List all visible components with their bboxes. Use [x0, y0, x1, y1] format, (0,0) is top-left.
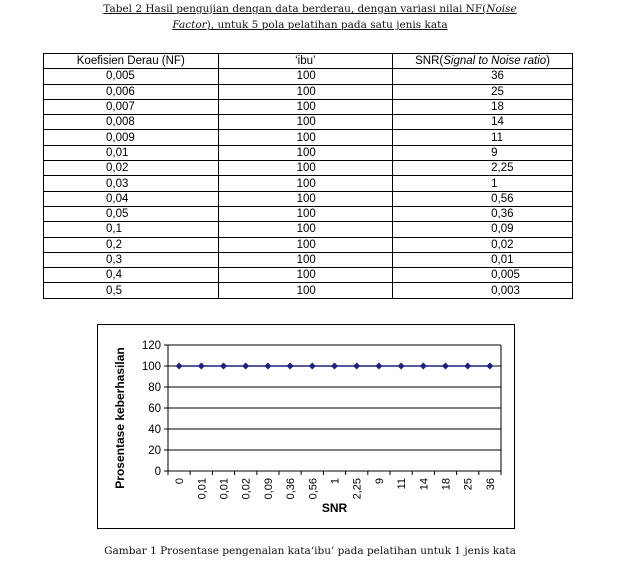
table-row [44, 222, 573, 237]
y-tick-label: 120 [141, 340, 161, 352]
table-caption-italic-1: Noise [486, 3, 517, 15]
table-caption-line-2 [40, 17, 580, 33]
table-row [44, 268, 573, 283]
table-row [44, 84, 573, 99]
header-snr-prefix: SNR( [415, 55, 444, 68]
cell-ibu: 100 [218, 130, 393, 145]
header-ibu [218, 54, 393, 69]
table-body [44, 69, 573, 298]
y-tick-label: 0 [154, 466, 161, 478]
cell-noise-coefficient: 0,05 [44, 206, 219, 221]
header-noise-coefficient-label: Koefisien Derau (NF) [76, 55, 185, 68]
data-point [486, 363, 493, 370]
x-tick-label: 0,56 [307, 478, 320, 500]
table-row [44, 145, 573, 160]
table-caption [40, 1, 580, 33]
y-tick-label: 100 [141, 361, 161, 373]
table-row [44, 252, 573, 267]
cell-noise-coefficient: 0,005 [44, 69, 219, 84]
data-point [420, 363, 427, 370]
header-snr [393, 54, 573, 69]
cell-noise-coefficient: 0,04 [44, 191, 219, 206]
table-header-row [44, 54, 573, 69]
table-row [44, 191, 573, 206]
cell-noise-coefficient: 0,01 [44, 145, 219, 160]
cell-snr: 14 [393, 115, 573, 130]
x-tick-label: 9 [373, 478, 386, 485]
cell-snr: 36 [393, 69, 573, 84]
cell-snr: 0,003 [393, 283, 573, 298]
data-point [331, 363, 338, 370]
cell-ibu: 100 [218, 99, 393, 114]
cell-ibu: 100 [218, 69, 393, 84]
data-point [464, 363, 471, 370]
cell-snr: 0,02 [393, 237, 573, 252]
data-point [220, 363, 227, 370]
cell-snr: 11 [393, 130, 573, 145]
y-tick-label: 60 [148, 403, 161, 415]
cell-snr: 0,005 [393, 268, 573, 283]
table-caption-italic-2: Factor [172, 19, 207, 31]
header-noise-coefficient [44, 54, 219, 69]
cell-snr: 0,01 [393, 252, 573, 267]
y-tick-label: 80 [148, 382, 161, 394]
x-tick-label: 11 [396, 478, 409, 490]
cell-snr: 0,36 [393, 206, 573, 221]
data-point [309, 363, 316, 370]
cell-noise-coefficient: 0,007 [44, 99, 219, 114]
figure-caption: Gambar 1 Prosentase pengenalan kata‘ibu’ pada pelatihan untuk 1 jenis kata [104, 545, 516, 557]
data-point [398, 363, 405, 370]
header-snr-italic: Signal to Noise ratio [443, 55, 547, 68]
y-tick-label: 40 [148, 424, 161, 436]
x-tick-label: 36 [484, 478, 497, 491]
x-tick-label: 0,01 [218, 478, 231, 500]
chart-frame [97, 324, 515, 529]
cell-ibu: 100 [218, 115, 393, 130]
cell-noise-coefficient: 0,1 [44, 222, 219, 237]
x-tick-label: 18 [440, 478, 453, 491]
table-row [44, 115, 573, 130]
data-point [375, 363, 382, 370]
x-tick-label: 14 [418, 478, 431, 491]
x-tick-label: 0,36 [285, 478, 298, 500]
x-tick-label: 2,25 [351, 478, 364, 500]
cell-noise-coefficient: 0,006 [44, 84, 219, 99]
data-point [442, 363, 449, 370]
table-row [44, 69, 573, 84]
table-row [44, 99, 573, 114]
header-snr-suffix: ) [546, 55, 550, 68]
header-ibu-label: ‘ibu’ [295, 55, 316, 68]
cell-snr: 9 [393, 145, 573, 160]
cell-ibu: 100 [218, 283, 393, 298]
data-point [198, 363, 205, 370]
cell-snr: 0,56 [393, 191, 573, 206]
data-point [242, 363, 249, 370]
cell-noise-coefficient: 0,2 [44, 237, 219, 252]
cell-snr: 1 [393, 176, 573, 191]
cell-noise-coefficient: 0,3 [44, 252, 219, 267]
cell-noise-coefficient: 0,009 [44, 130, 219, 145]
cell-ibu: 100 [218, 252, 393, 267]
cell-ibu: 100 [218, 161, 393, 176]
cell-ibu: 100 [218, 191, 393, 206]
y-axis-title: Prosentase keberhasilan [113, 347, 127, 489]
cell-snr: 2,25 [393, 161, 573, 176]
cell-snr: 25 [393, 84, 573, 99]
cell-noise-coefficient: 0,02 [44, 161, 219, 176]
cell-ibu: 100 [218, 145, 393, 160]
data-point [353, 363, 360, 370]
cell-ibu: 100 [218, 222, 393, 237]
table-row [44, 161, 573, 176]
table-row [44, 176, 573, 191]
results-table [43, 53, 573, 299]
data-point [264, 363, 271, 370]
x-tick-label: 0,02 [240, 478, 253, 500]
cell-snr: 18 [393, 99, 573, 114]
table-row [44, 206, 573, 221]
y-tick-label: 20 [148, 445, 161, 457]
table-row [44, 130, 573, 145]
cell-noise-coefficient: 0,008 [44, 115, 219, 130]
cell-ibu: 100 [218, 206, 393, 221]
x-tick-label: 1 [329, 478, 342, 485]
cell-noise-coefficient: 0,03 [44, 176, 219, 191]
cell-ibu: 100 [218, 268, 393, 283]
data-point [287, 363, 294, 370]
cell-ibu: 100 [218, 84, 393, 99]
cell-noise-coefficient: 0,5 [44, 283, 219, 298]
table-caption-text-2: ), untuk 5 pola pelatihan pada satu jenis kata [206, 19, 448, 31]
cell-ibu: 100 [218, 176, 393, 191]
x-tick-label: 0,01 [196, 478, 209, 500]
cell-ibu: 100 [218, 237, 393, 252]
table-row [44, 237, 573, 252]
table-caption-line-1 [40, 1, 580, 17]
cell-noise-coefficient: 0,4 [44, 268, 219, 283]
cell-snr: 0,09 [393, 222, 573, 237]
x-tick-label: 0,09 [262, 478, 275, 500]
table-row [44, 283, 573, 298]
x-tick-label: 0 [174, 478, 187, 485]
x-tick-label: 25 [462, 478, 475, 491]
table-caption-text-1: Tabel 2 Hasil pengujian dengan data berderau, dengan variasi nilai NF( [103, 3, 487, 15]
data-point [176, 363, 183, 370]
chart [98, 325, 514, 528]
x-axis-title: SNR [321, 501, 348, 515]
